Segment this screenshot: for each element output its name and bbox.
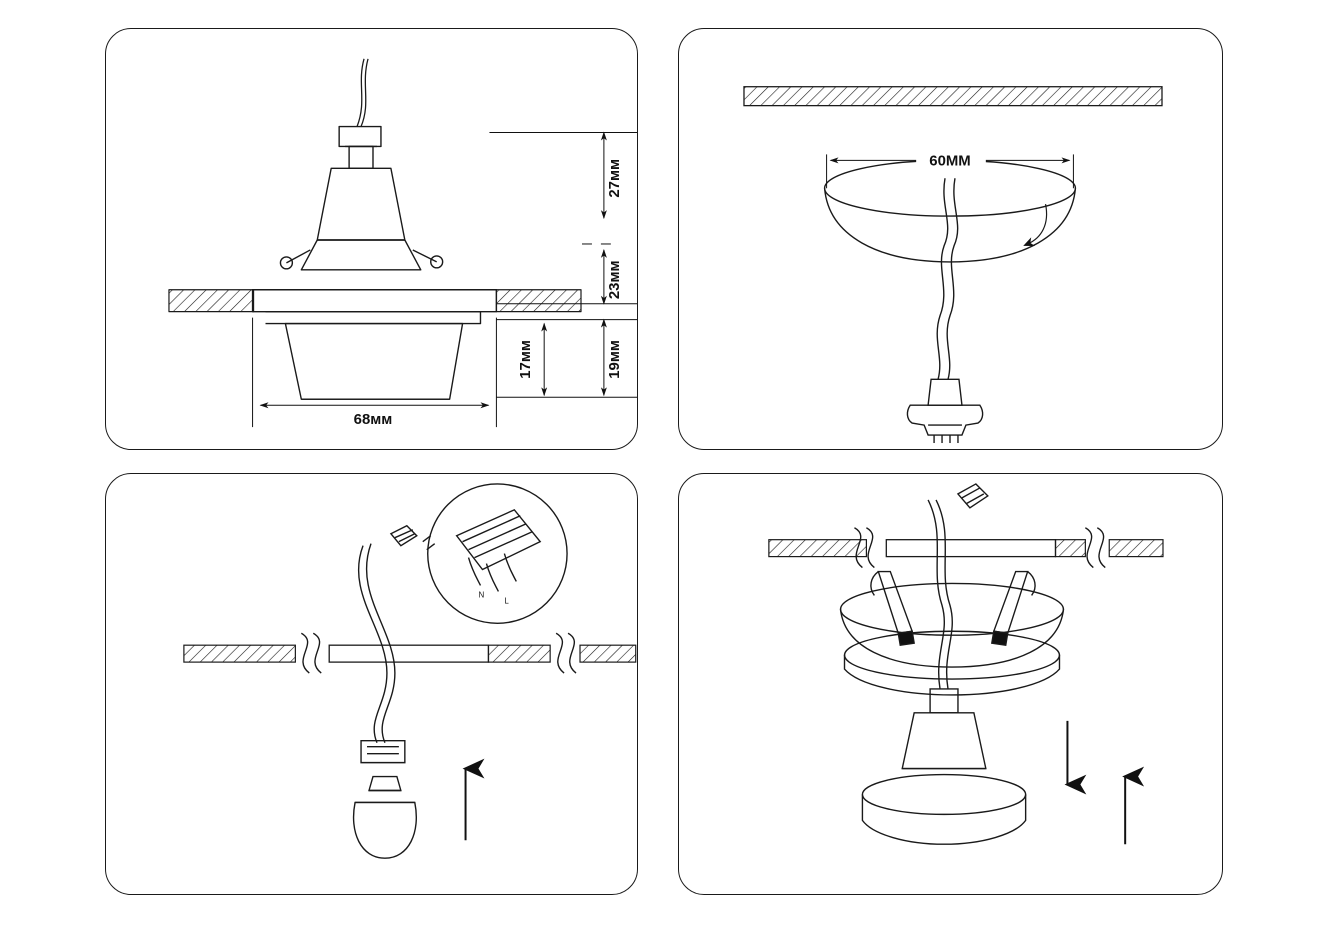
ceiling-slab (744, 87, 1162, 106)
dimension-label-hole-diameter: 60ММ (929, 152, 971, 170)
panel-fixture-spring-mount (678, 473, 1223, 895)
dimension-label-height-mid: 23мм (605, 260, 623, 300)
panel-wiring-and-lamp-insert (105, 473, 638, 895)
dimension-label-depth-outer: 19мм (605, 340, 623, 379)
panel-cutout-hole-saw (678, 28, 1223, 450)
dimension-label-height-top: 27мм (605, 158, 623, 198)
terminal-label-n: N (478, 590, 485, 600)
panel-dimensions-side-view (105, 28, 638, 450)
terminal-label-l: L (504, 596, 509, 606)
dimension-label-depth-inner: 17мм (517, 340, 535, 379)
dimension-label-width-outer: 68мм (353, 411, 393, 429)
